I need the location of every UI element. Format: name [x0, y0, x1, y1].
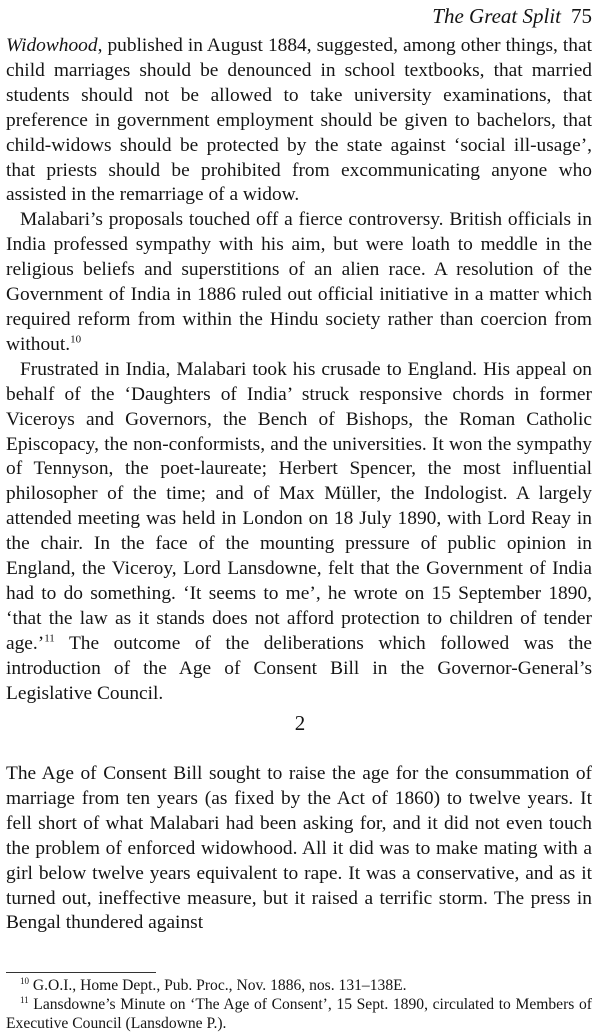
paragraph-text: The Age of Consent Bill sought to raise the age for the consummation of marriage from ten years (as fixed by the Act of 1860) to twelve years. It fell short of what Malabari had been asking for, and it did not even touch the problem of enforced widowhood. All it did was to make mating with a girl below twelve years equivalent to rape. It was a conservative, and as it turned out, ineffective measure, but it raised a terrific storm. The press in Bengal thundered against [6, 763, 592, 934]
body-text-section-1 [6, 34, 592, 706]
footnote-divider [6, 972, 156, 973]
paragraph-text: Frustrated in India, Malabari took his crusade to England. His appeal on behalf of the ‘Daughters of India’ struck responsive chords in former Viceroys and Governors, the Bench of Bishops, the Roman Catholic Episcopacy, the non-conformists, and the universities. It won the sympathy of Tennyson, the poet-laureate; Herbert Spencer, the most influential philosopher of the time; and of Max Müller, the Indologist. A largely attended meeting was held in London on 18 July 1890, with Lord Reay in the chair. In the face of the mounting pressure of public opinion in England, the Viceroy, Lord Lansdowne, felt that the Government of India had to do something. ‘It seems to me’, he wrote on 15 September 1890, ‘that the law as it stands does not afford protection to children of tender age.’ [6, 358, 592, 654]
footnote-11 [6, 995, 592, 1033]
footnote-10 [6, 976, 592, 995]
footnote-marker-10[interactable]: 10 [70, 333, 82, 346]
footnote-marker-11[interactable]: 11 [44, 632, 55, 645]
footnote-number: 10 [20, 975, 29, 986]
paragraph-text: Malabari’s proposals touched off a fierce controversy. British officials in India professed sympathy with his aim, but were loath to meddle in the religious beliefs and superstitions of an alien race. A resolution of the Government of India in 1886 ruled out official initiative in a matter which required reform from within the Hindu society rather than coercion from without. [6, 209, 592, 355]
page-number: 75 [571, 4, 592, 28]
paragraph-crusade-england [6, 358, 592, 707]
paragraph-widowhood [6, 34, 592, 208]
paragraph-text: The outcome of the deliberations which followed was the introduction of the Age of Consent Bill in the Governor-General’s Legislative Council. [6, 632, 592, 704]
footnote-text: Lansdowne’s Minute on ‘The Age of Consent’, 15 Sept. 1890, circulated to Members of Executive Council (Lansdowne P.). [6, 996, 592, 1032]
paragraph-age-of-consent-bill [6, 762, 592, 936]
paragraph-text: , published in August 1884, suggested, among other things, that child marriages should be denounced in school textbooks, that married students should not be allowed to take university examinations, that preference in government employment should be given to bachelors, that child-widows should be protected by the state against ‘social ill-usage’, that priests should be prohibited from excommunicating anyone who assisted in the remarriage of a widow. [6, 35, 592, 206]
paragraph-malabari-proposals [6, 208, 592, 357]
italic-title-widowhood: Widowhood [6, 35, 98, 56]
footnote-number: 11 [20, 994, 29, 1005]
footnotes [6, 976, 592, 1033]
running-title: The Great Split [432, 4, 561, 28]
running-header [432, 4, 592, 28]
footnote-text: G.O.I., Home Dept., Pub. Proc., Nov. 1886, nos. 131–138E. [29, 977, 407, 994]
section-heading: 2 [294, 711, 306, 735]
body-text-section-2 [6, 762, 592, 936]
